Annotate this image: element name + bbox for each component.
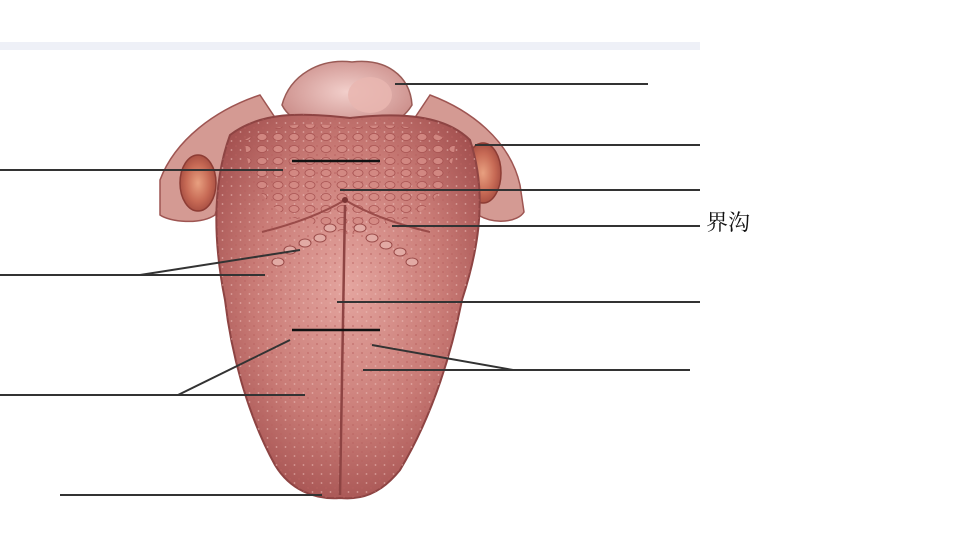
left-palatine-tonsil bbox=[180, 155, 216, 211]
epiglottis-fold bbox=[348, 77, 392, 113]
foramen-cecum bbox=[342, 197, 348, 203]
sulcus-terminalis-label: 界沟 bbox=[706, 211, 751, 236]
